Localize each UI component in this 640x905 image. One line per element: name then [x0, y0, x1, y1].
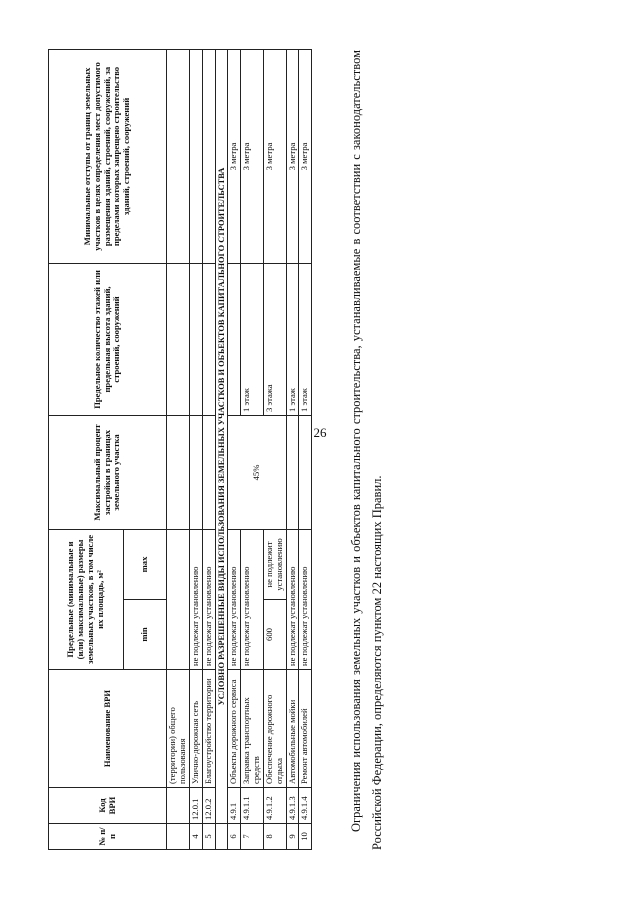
row-code: 4.9.1.3	[286, 788, 299, 824]
row-name: Объекты дорожного сервиса	[228, 670, 241, 788]
table-row	[299, 49, 312, 849]
header-setbacks: Минимальные отступы от границ земельных участков в целях определения мест допустимого размещения зданий, строений, сооружений, за пределами которых запрещено строительство зданий, строений, сооружений	[49, 49, 167, 263]
page-number: 26	[313, 425, 327, 440]
row-floors: 1 этаж	[299, 263, 312, 415]
row-code: 4.9.1.1	[241, 788, 264, 824]
header-code: Код ВРИ	[49, 788, 167, 824]
row-num: 10	[299, 824, 312, 850]
row-num: 8	[263, 824, 286, 850]
row-num: 7	[241, 824, 264, 850]
table-row	[167, 49, 190, 849]
header-size: Предельные (минимальные и (или) максимальные) размеры земельных участков, в том числе их площадь, м²	[49, 529, 124, 669]
row-name: Обеспечение дорожного отдыха	[263, 670, 286, 788]
row-name: Автомобильные мойки	[286, 670, 299, 788]
row-setback: 3 метра	[241, 49, 264, 263]
header-min: min	[124, 600, 167, 670]
row-setback: 3 метра	[263, 49, 286, 263]
header-floors: Предельное количество этажей или предельная высота зданий, строений, сооружений	[49, 263, 167, 415]
section-title: УСЛОВНО РАЗРЕШЕННЫЕ ВИДЫ ИСПОЛЬЗОВАНИЯ ЗЕМЕЛЬНЫХ УЧАСТКОВ И ОБЪЕКТОВ КАПИТАЛЬНОГО СТРОИТЕЛЬСТВА	[215, 49, 228, 823]
restrictions-paragraph	[346, 50, 388, 850]
section-row	[215, 49, 228, 849]
header-num: № п/п	[49, 824, 167, 850]
table-row	[286, 49, 299, 849]
row-size: не подлежат установлению	[228, 529, 241, 669]
table-row	[228, 49, 241, 849]
paragraph-text: Ограничения использования земельных участков и объектов капитального строительства, устанавливаемые в соответствии с законодательством Российской Федерации, определяются пунктом 22 настоящих Правил.	[349, 50, 384, 850]
row-floors: 1 этаж	[286, 263, 299, 415]
row-num: 5	[202, 824, 215, 850]
row-name: Благоустройство территории	[202, 670, 215, 788]
row-setback: 3 метра	[228, 49, 241, 263]
percent-cell: 45%	[228, 415, 286, 529]
row-size: не подлежат установлению	[286, 529, 299, 669]
zoning-table	[48, 49, 312, 850]
header-max: max	[124, 529, 167, 599]
row-size: не подлежат установлению	[299, 529, 312, 669]
row-max: не подлежит установлению	[263, 529, 286, 599]
row-code: 4.9.1.4	[299, 788, 312, 824]
row-code: 4.9.1.2	[263, 788, 286, 824]
row-name: Заправка транспортных средств	[241, 670, 264, 788]
row-size: не подлежат установлению	[189, 529, 202, 669]
row-size: не подлежат установлению	[202, 529, 215, 669]
row-setback: 3 метра	[286, 49, 299, 263]
row-code: 4.9.1	[228, 788, 241, 824]
row-setback: 3 метра	[299, 49, 312, 263]
row-code: 12.0.2	[202, 788, 215, 824]
rotated-sheet	[48, 50, 384, 850]
header-name: Наименование ВРИ	[49, 670, 167, 788]
row-size: не подлежат установлению	[241, 529, 264, 669]
row-min: 600	[263, 600, 286, 670]
header-percent: Максимальный процент застройки в границах земельного участка	[49, 415, 167, 529]
row-name: Улично-дорожная сеть	[189, 670, 202, 788]
row-floors: 3 этажа	[263, 263, 286, 415]
row-name: Ремонт автомобилей	[299, 670, 312, 788]
table-row	[202, 49, 215, 849]
row-num: 4	[189, 824, 202, 850]
table-row	[189, 49, 202, 849]
row-num: 9	[286, 824, 299, 850]
row-num: 6	[228, 824, 241, 850]
row-name: (территории) общего пользования	[167, 670, 190, 788]
row-floors: 1 этаж	[241, 263, 264, 415]
row-code: 12.0.1	[189, 788, 202, 824]
